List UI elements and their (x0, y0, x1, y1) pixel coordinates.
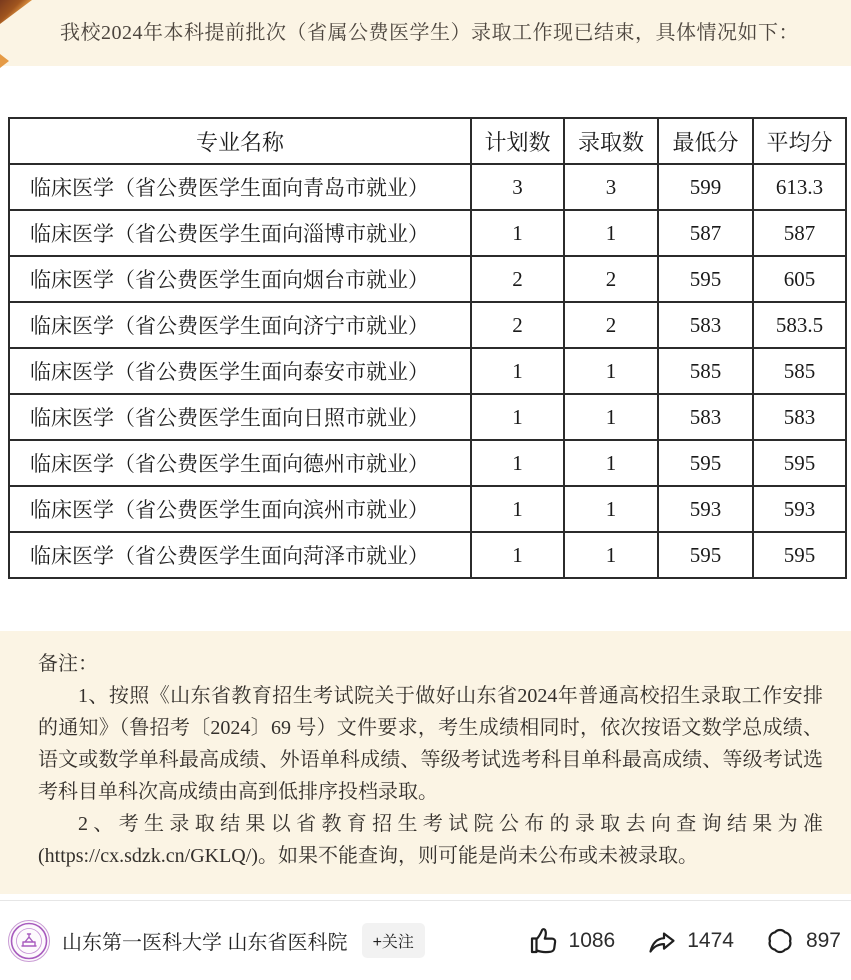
plan-cell: 1 (471, 532, 564, 578)
notes-section (0, 631, 851, 894)
seal-icon (10, 922, 48, 960)
intro-banner (0, 0, 851, 66)
account-name[interactable]: 山东第一医科大学 山东省医科院 (62, 932, 348, 954)
action-bar (527, 925, 841, 957)
intro-text: 我校2024年本科提前批次（省属公费医学生）录取工作现已结束，具体情况如下： (60, 22, 799, 44)
avg-score-cell: 613.3 (753, 164, 846, 210)
header-major: 专业名称 (9, 118, 471, 164)
note-item: 2、考生录取结果以省教育招生考试院公布的录取去向查询结果为准(https://cx.sdzk.cn/GKLQ/)。如果不能查询，则可能是尚未公布或未被录取。 (38, 813, 823, 867)
min-score-cell: 595 (658, 256, 753, 302)
table-row (9, 394, 846, 440)
corner-ribbon-decoration (0, 0, 32, 24)
share-arrow-icon[interactable] (645, 925, 677, 957)
table-header-row (9, 118, 846, 164)
major-cell: 临床医学（省公费医学生面向滨州市就业） (9, 486, 471, 532)
min-score-cell: 595 (658, 532, 753, 578)
avg-score-cell: 595 (753, 532, 846, 578)
table-row (9, 256, 846, 302)
min-score-cell: 583 (658, 394, 753, 440)
avg-score-cell: 595 (753, 440, 846, 486)
plan-cell: 2 (471, 302, 564, 348)
plan-cell: 3 (471, 164, 564, 210)
plan-cell: 1 (471, 486, 564, 532)
account-info[interactable] (8, 920, 348, 962)
min-score-cell: 583 (658, 302, 753, 348)
plan-cell: 1 (471, 440, 564, 486)
major-cell: 临床医学（省公费医学生面向德州市就业） (9, 440, 471, 486)
flower-badge-icon[interactable] (764, 925, 796, 957)
major-cell: 临床医学（省公费医学生面向青岛市就业） (9, 164, 471, 210)
table-row (9, 210, 846, 256)
avg-score-cell: 585 (753, 348, 846, 394)
avg-score-cell: 583.5 (753, 302, 846, 348)
table-body (9, 164, 846, 578)
table-row (9, 164, 846, 210)
avg-score-cell: 587 (753, 210, 846, 256)
admitted-cell: 1 (564, 210, 658, 256)
admitted-cell: 1 (564, 486, 658, 532)
major-cell: 临床医学（省公费医学生面向菏泽市就业） (9, 532, 471, 578)
table-row (9, 440, 846, 486)
header-plan: 计划数 (471, 118, 564, 164)
table-row (9, 532, 846, 578)
avg-score-cell: 605 (753, 256, 846, 302)
avg-score-cell: 593 (753, 486, 846, 532)
header-avg-score: 平均分 (753, 118, 846, 164)
admitted-cell: 1 (564, 532, 658, 578)
admitted-cell: 1 (564, 440, 658, 486)
flower-count: 897 (805, 928, 841, 952)
like-count: 1086 (568, 928, 616, 952)
share-action[interactable] (645, 925, 734, 957)
major-cell: 临床医学（省公费医学生面向烟台市就业） (9, 256, 471, 302)
admitted-cell: 2 (564, 302, 658, 348)
major-cell: 临床医学（省公费医学生面向日照市就业） (9, 394, 471, 440)
header-admitted: 录取数 (564, 118, 658, 164)
major-cell: 临床医学（省公费医学生面向淄博市就业） (9, 210, 471, 256)
table-row (9, 486, 846, 532)
avg-score-cell: 583 (753, 394, 846, 440)
admitted-cell: 2 (564, 256, 658, 302)
plan-cell: 2 (471, 256, 564, 302)
table-row (9, 302, 846, 348)
follow-button[interactable]: +关注 (362, 923, 425, 958)
footer-bar (0, 900, 851, 980)
min-score-cell: 595 (658, 440, 753, 486)
notes-label: 备注： (38, 653, 98, 675)
notes-items (38, 680, 823, 872)
table-row (9, 348, 846, 394)
plan-cell: 1 (471, 210, 564, 256)
min-score-cell: 587 (658, 210, 753, 256)
thumbs-up-icon[interactable] (527, 925, 559, 957)
major-cell: 临床医学（省公费医学生面向泰安市就业） (9, 348, 471, 394)
share-count: 1474 (687, 928, 734, 952)
note-item: 1、按照《山东省教育招生考试院关于做好山东省2024年普通高校招生录取工作安排的通知》（鲁招考〔2024〕69 号）文件要求，考生成绩相同时，依次按语文数学总成绩、语文或数学单科最高成绩、外语单科成绩、等级考试选考科目单科最高成绩、等级考试选考科目单科次高成绩由高到低排序投档录取。 (38, 685, 823, 803)
edge-triangle-decoration (0, 54, 9, 68)
table-header-row (9, 118, 846, 164)
min-score-cell: 599 (658, 164, 753, 210)
admitted-cell: 1 (564, 394, 658, 440)
admitted-cell: 1 (564, 348, 658, 394)
min-score-cell: 585 (658, 348, 753, 394)
plan-cell: 1 (471, 348, 564, 394)
major-cell: 临床医学（省公费医学生面向济宁市就业） (9, 302, 471, 348)
admitted-cell: 3 (564, 164, 658, 210)
university-seal-logo[interactable] (8, 920, 50, 962)
min-score-cell: 593 (658, 486, 753, 532)
like-action[interactable] (527, 925, 616, 957)
plan-cell: 1 (471, 394, 564, 440)
flower-action[interactable] (764, 925, 841, 957)
admission-results-table (8, 117, 847, 579)
header-min-score: 最低分 (658, 118, 753, 164)
